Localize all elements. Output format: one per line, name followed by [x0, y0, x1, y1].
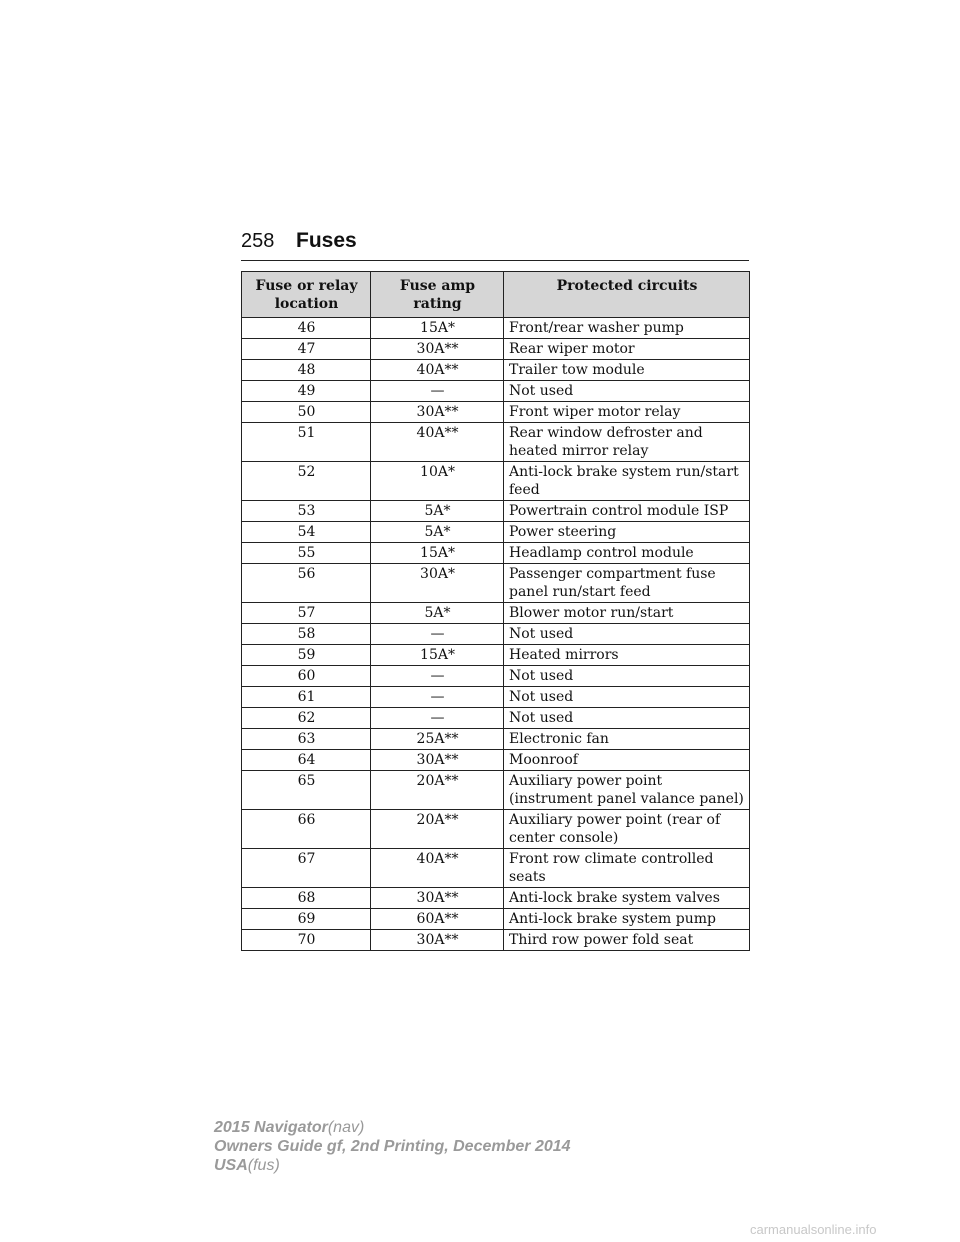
- table-row: [242, 318, 750, 339]
- cell-location: 46: [242, 318, 371, 339]
- cell-protected-circuits: Electronic fan: [504, 729, 750, 750]
- cell-amp-rating: 15A*: [371, 543, 504, 564]
- table-row: [242, 339, 750, 360]
- cell-amp-rating: 30A**: [371, 402, 504, 423]
- footer-printing: Owners Guide gf, 2nd Printing, December 2014: [214, 1138, 571, 1155]
- table-row: [242, 624, 750, 645]
- cell-location: 66: [242, 810, 371, 849]
- cell-amp-rating: 5A*: [371, 522, 504, 543]
- cell-protected-circuits: Not used: [504, 666, 750, 687]
- cell-protected-circuits: Not used: [504, 708, 750, 729]
- footer-model-code: (nav): [327, 1119, 365, 1136]
- table-row: [242, 771, 750, 810]
- cell-location: 64: [242, 750, 371, 771]
- cell-location: 59: [242, 645, 371, 666]
- cell-protected-circuits: Anti-lock brake system valves: [504, 888, 750, 909]
- cell-amp-rating: 15A*: [371, 318, 504, 339]
- cell-location: 47: [242, 339, 371, 360]
- cell-location: 52: [242, 462, 371, 501]
- cell-location: 68: [242, 888, 371, 909]
- footer-line-market: [214, 1156, 571, 1175]
- cell-location: 67: [242, 849, 371, 888]
- cell-location: 55: [242, 543, 371, 564]
- cell-amp-rating: 15A*: [371, 645, 504, 666]
- cell-location: 51: [242, 423, 371, 462]
- column-header-protected-circuits: Protected circuits: [504, 272, 750, 318]
- table-row: [242, 423, 750, 462]
- cell-location: 48: [242, 360, 371, 381]
- cell-amp-rating: —: [371, 687, 504, 708]
- table-row: [242, 522, 750, 543]
- cell-protected-circuits: Auxiliary power point (instrument panel valance panel): [504, 771, 750, 810]
- cell-location: 57: [242, 603, 371, 624]
- table-row: [242, 381, 750, 402]
- cell-protected-circuits: Passenger compartment fuse panel run/start feed: [504, 564, 750, 603]
- table-row: [242, 708, 750, 729]
- cell-protected-circuits: Rear window defroster and heated mirror relay: [504, 423, 750, 462]
- document-footer: [214, 1118, 571, 1175]
- cell-location: 65: [242, 771, 371, 810]
- table-header-row: [242, 272, 750, 318]
- watermark: carmanualsonline.info: [750, 1222, 877, 1237]
- cell-amp-rating: 20A**: [371, 810, 504, 849]
- footer-line-model: [214, 1118, 571, 1137]
- cell-protected-circuits: Power steering: [504, 522, 750, 543]
- cell-protected-circuits: Heated mirrors: [504, 645, 750, 666]
- cell-amp-rating: 60A**: [371, 909, 504, 930]
- footer-market: USA: [214, 1157, 248, 1174]
- cell-location: 61: [242, 687, 371, 708]
- table-row: [242, 849, 750, 888]
- cell-location: 70: [242, 930, 371, 951]
- cell-location: 58: [242, 624, 371, 645]
- cell-amp-rating: 30A**: [371, 750, 504, 771]
- cell-location: 53: [242, 501, 371, 522]
- column-header-amp-rating: Fuse amp rating: [371, 272, 504, 318]
- cell-amp-rating: —: [371, 708, 504, 729]
- table-row: [242, 729, 750, 750]
- cell-protected-circuits: Anti-lock brake system run/start feed: [504, 462, 750, 501]
- cell-amp-rating: 30A**: [371, 888, 504, 909]
- cell-location: 60: [242, 666, 371, 687]
- table-row: [242, 750, 750, 771]
- cell-protected-circuits: Not used: [504, 687, 750, 708]
- cell-protected-circuits: Front wiper motor relay: [504, 402, 750, 423]
- cell-protected-circuits: Auxiliary power point (rear of center console): [504, 810, 750, 849]
- table-row: [242, 930, 750, 951]
- table-row: [242, 603, 750, 624]
- cell-location: 50: [242, 402, 371, 423]
- table-row: [242, 888, 750, 909]
- cell-protected-circuits: Blower motor run/start: [504, 603, 750, 624]
- cell-amp-rating: 30A**: [371, 930, 504, 951]
- cell-location: 49: [242, 381, 371, 402]
- table-row: [242, 462, 750, 501]
- table-row: [242, 666, 750, 687]
- cell-amp-rating: 5A*: [371, 603, 504, 624]
- cell-amp-rating: 20A**: [371, 771, 504, 810]
- table-row: [242, 810, 750, 849]
- cell-amp-rating: 25A**: [371, 729, 504, 750]
- table-row: [242, 909, 750, 930]
- cell-amp-rating: 40A**: [371, 360, 504, 381]
- cell-location: 62: [242, 708, 371, 729]
- table-row: [242, 360, 750, 381]
- footer-market-code: (fus): [247, 1157, 280, 1174]
- cell-protected-circuits: Rear wiper motor: [504, 339, 750, 360]
- page-header: [241, 230, 749, 261]
- cell-protected-circuits: Front/rear washer pump: [504, 318, 750, 339]
- cell-amp-rating: 10A*: [371, 462, 504, 501]
- cell-amp-rating: 30A*: [371, 564, 504, 603]
- cell-protected-circuits: Trailer tow module: [504, 360, 750, 381]
- cell-protected-circuits: Headlamp control module: [504, 543, 750, 564]
- table-row: [242, 501, 750, 522]
- cell-protected-circuits: Anti-lock brake system pump: [504, 909, 750, 930]
- cell-location: 69: [242, 909, 371, 930]
- table-row: [242, 543, 750, 564]
- footer-model: 2015 Navigator: [214, 1119, 328, 1136]
- cell-amp-rating: 30A**: [371, 339, 504, 360]
- cell-location: 56: [242, 564, 371, 603]
- cell-protected-circuits: Not used: [504, 381, 750, 402]
- column-header-location: Fuse or relay location: [242, 272, 371, 318]
- cell-protected-circuits: Powertrain control module ISP: [504, 501, 750, 522]
- cell-location: 54: [242, 522, 371, 543]
- fuse-table: [241, 271, 750, 951]
- table-row: [242, 564, 750, 603]
- cell-amp-rating: —: [371, 666, 504, 687]
- table-row: [242, 645, 750, 666]
- cell-protected-circuits: Third row power fold seat: [504, 930, 750, 951]
- cell-amp-rating: 5A*: [371, 501, 504, 522]
- table-row: [242, 402, 750, 423]
- cell-location: 63: [242, 729, 371, 750]
- page-number: 258: [241, 230, 275, 252]
- cell-protected-circuits: Moonroof: [504, 750, 750, 771]
- cell-amp-rating: —: [371, 624, 504, 645]
- cell-protected-circuits: Not used: [504, 624, 750, 645]
- cell-amp-rating: 40A**: [371, 849, 504, 888]
- table-row: [242, 687, 750, 708]
- section-title: Fuses: [296, 229, 357, 252]
- cell-amp-rating: —: [371, 381, 504, 402]
- footer-line-printing: [214, 1137, 571, 1156]
- cell-protected-circuits: Front row climate controlled seats: [504, 849, 750, 888]
- cell-amp-rating: 40A**: [371, 423, 504, 462]
